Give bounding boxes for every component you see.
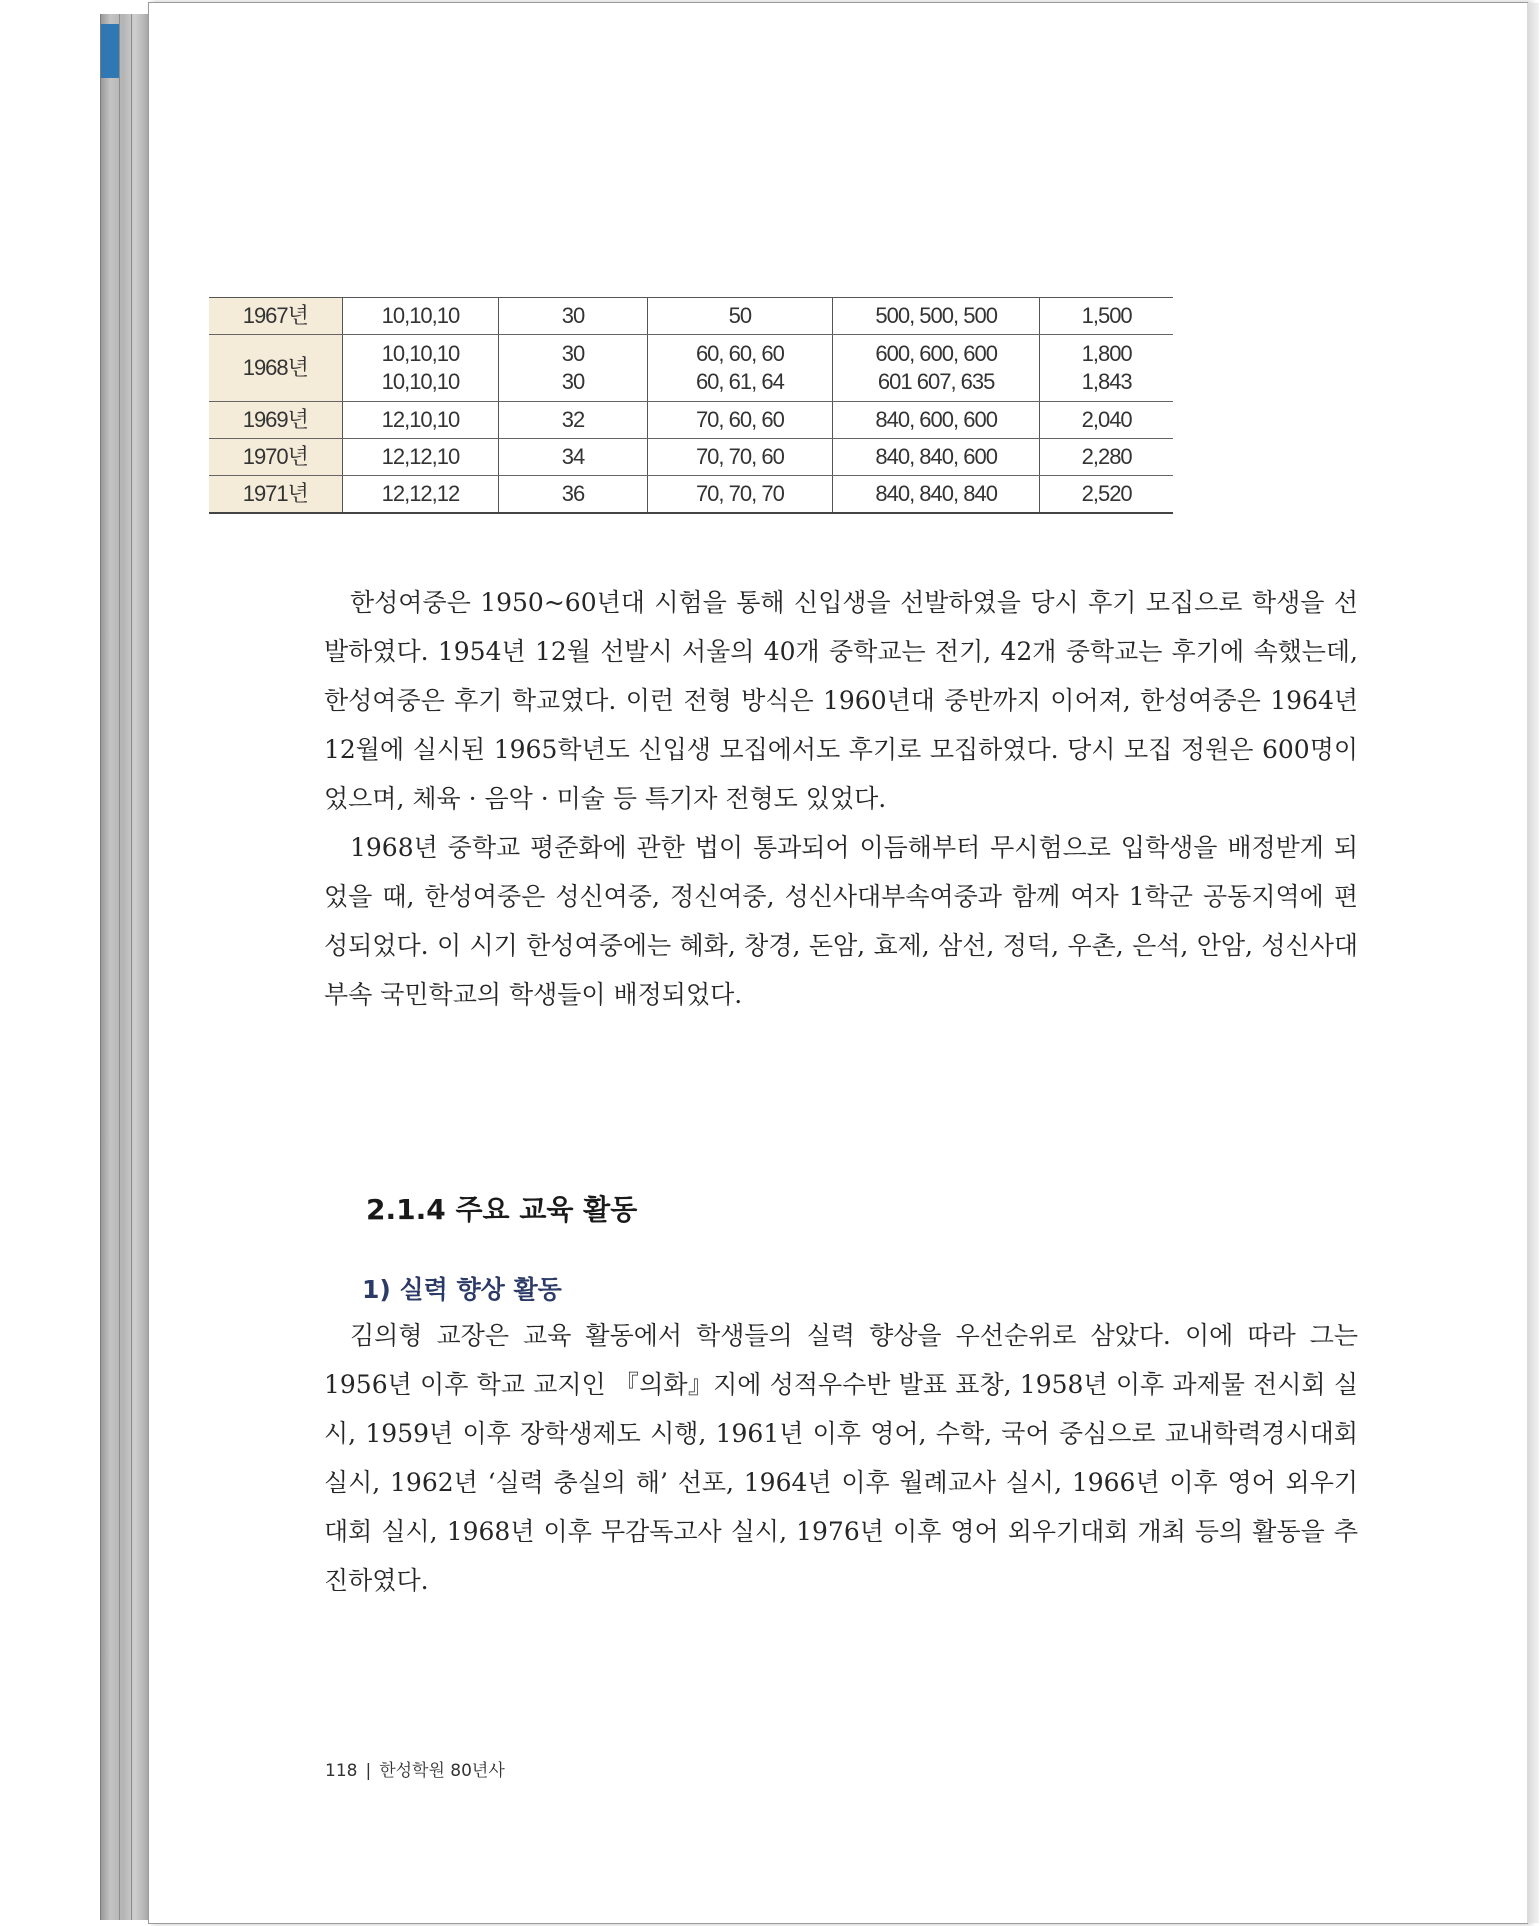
table-cell (1040, 335, 1173, 402)
table-cell (647, 439, 832, 476)
footer-separator: | (365, 1761, 372, 1781)
table-cell-value: 12,12,12 (381, 481, 460, 506)
page-edge-line (119, 14, 120, 1920)
table-cell-value: 840, 840, 600 (875, 444, 997, 469)
table-cell-value: 2,040 (1081, 407, 1132, 432)
table-cell (342, 439, 499, 476)
table-cell-value: 2,520 (1081, 481, 1132, 506)
table-cell (647, 476, 832, 514)
table-cell (833, 402, 1040, 439)
paragraph: 1968년 중학교 평준화에 관한 법이 통과되어 이듬해부터 무시험으로 입학생을 배정받게 되었을 때, 한성여중은 성신여중, 정신여중, 성신사대부속여중과 함께 여자 1학군 공동지역에 편성되었다. 이 시기 한성여중에는 혜화, 창경, 돈암, 효제, 삼선, 정덕, 우촌, 은석, 안암, 성신사대부속 국민학교의 학생들이 배정되었다. (324, 833, 1358, 1009)
paragraph: 한성여중은 1950~60년대 시험을 통해 신입생을 선발하였을 당시 후기 모집으로 학생을 선발하였다. 1954년 12월 선발시 서울의 40개 중학교는 전기, 42개 중학교는 후기에 속했는데, 한성여중은 후기 학교였다. 이런 전형 방식은 1960년대 중반까지 이어져, 한성여중은 1964년 12월에 실시된 1965학년도 신입생 모집에서도 후기로 모집하였다. 당시 모집 정원은 600명이었으며, 체육 · 음악 · 미술 등 특기자 전형도 있었다. (324, 588, 1358, 813)
table-cell-value: 10,10,10 (381, 341, 460, 366)
table-cell-year: 1969년 (209, 402, 342, 439)
table-cell-value: 34 (561, 444, 585, 469)
table-cell (647, 335, 832, 402)
table-cell-value: 12,10,10 (381, 407, 460, 432)
paragraph: 김의형 교장은 교육 활동에서 학생들의 실력 향상을 우선순위로 삼았다. 이에 따라 그는 1956년 이후 학교 교지인 『의화』지에 성적우수반 발표 표창, 1958년 이후 과제물 전시회 실시, 1959년 이후 장학생제도 시행, 1961년 이후 영어, 수학, 국어 중심으로 교내학력경시대회 실시, 1962년 ‘실력 충실의 해’ 선포, 1964년 이후 월례교사 실시, 1966년 이후 영어 외우기 대회 실시, 1968년 이후 무감독고사 실시, 1976년 이후 영어 외우기대회 개최 등의 활동을 추진하였다. (324, 1321, 1358, 1595)
table-cell (499, 439, 647, 476)
table-cell-value: 30 (561, 369, 585, 394)
section-heading: 2.1.4 주요 교육 활동 (366, 1193, 638, 1226)
table-cell-value: 50 (728, 303, 752, 328)
table-cell (833, 335, 1040, 402)
table-cell-value: 500, 500, 500 (875, 303, 997, 328)
enrollment-table (209, 297, 1173, 514)
table-cell-value: 36 (561, 481, 585, 506)
table-cell-value: 10,10,10 (381, 303, 460, 328)
table-cell-value: 70, 70, 70 (695, 481, 784, 506)
table-cell-year: 1971년 (209, 476, 342, 514)
table-row (209, 476, 1173, 514)
subsection-heading: 1) 실력 향상 활동 (362, 1275, 562, 1304)
table-cell-year: 1967년 (209, 298, 342, 335)
table-row (209, 439, 1173, 476)
table-cell-value: 1,500 (1081, 303, 1132, 328)
table-row (209, 298, 1173, 335)
book-spine-edge (100, 14, 149, 1920)
table-cell-year: 1968년 (209, 335, 342, 402)
table-cell (499, 335, 647, 402)
table-cell-year: 1970년 (209, 439, 342, 476)
bookmark-tab (101, 24, 119, 78)
table-cell (1040, 439, 1173, 476)
table-cell (499, 476, 647, 514)
table-cell (499, 402, 647, 439)
table-cell-value: 601 607, 635 (877, 369, 995, 394)
table-row (209, 335, 1173, 402)
section-text-admission (324, 578, 1358, 1019)
table-cell (647, 402, 832, 439)
table-cell (1040, 402, 1173, 439)
table-cell-value: 12,12,10 (381, 444, 460, 469)
table-cell (1040, 298, 1173, 335)
table-row (209, 402, 1173, 439)
table-cell-value: 30 (561, 341, 585, 366)
table-cell-value: 840, 840, 840 (875, 481, 997, 506)
table-cell-value: 2,280 (1081, 444, 1132, 469)
table-cell-value: 30 (561, 303, 585, 328)
book-title: 한성학원 80년사 (379, 1761, 505, 1781)
table-cell (833, 476, 1040, 514)
table-cell (833, 298, 1040, 335)
page-edge-line (131, 14, 132, 1920)
table-cell (342, 335, 499, 402)
table-cell-value: 32 (561, 407, 585, 432)
table-cell-value: 60, 60, 60 (695, 341, 784, 366)
section-text-activities (324, 1311, 1358, 1605)
table-cell-value: 1,843 (1081, 369, 1132, 394)
table-cell (342, 476, 499, 514)
page-fold-shadow (1527, 3, 1539, 1923)
table-cell (342, 402, 499, 439)
table-cell-value: 600, 600, 600 (875, 341, 997, 366)
table-cell-value: 1,800 (1081, 341, 1132, 366)
table-cell (647, 298, 832, 335)
table-cell (342, 298, 499, 335)
table-cell-value: 840, 600, 600 (875, 407, 997, 432)
page-number: 118 (325, 1761, 358, 1781)
table-cell-value: 10,10,10 (381, 369, 460, 394)
table-cell-value: 60, 61, 64 (695, 369, 784, 394)
table-cell (833, 439, 1040, 476)
page-footer (325, 1756, 505, 1781)
table-cell (1040, 476, 1173, 514)
table-cell-value: 70, 60, 60 (695, 407, 784, 432)
table-cell-value: 70, 70, 60 (695, 444, 784, 469)
table-cell (499, 298, 647, 335)
